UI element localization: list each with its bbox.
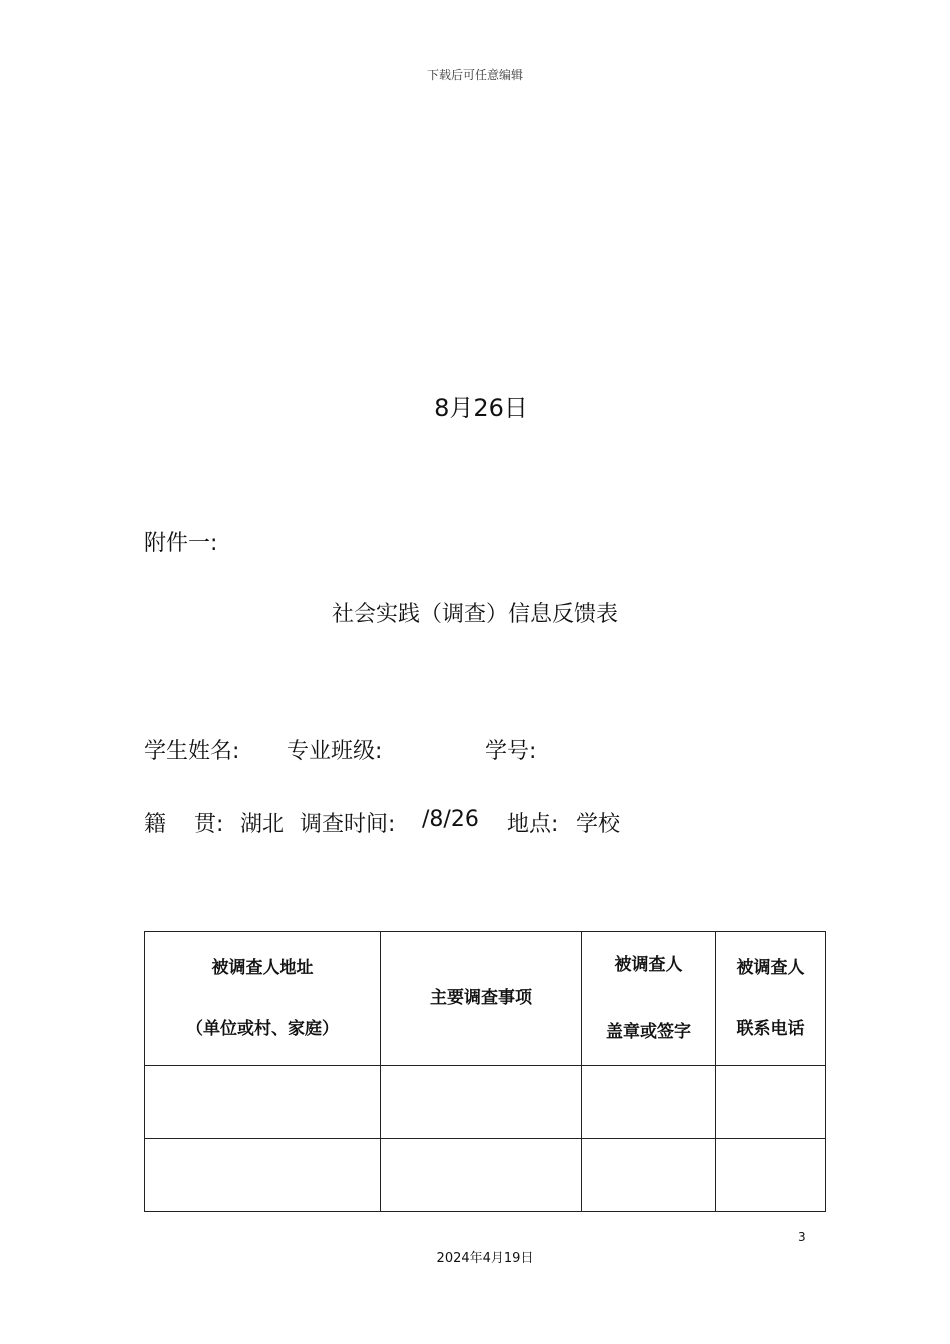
- header-main-items: [381, 932, 582, 1066]
- table-header-row: [145, 932, 826, 1066]
- header-phone: [716, 932, 826, 1066]
- header-phone-line2: 联系电话: [736, 1018, 805, 1039]
- location-label: 地点:: [507, 812, 559, 837]
- survey-time-label: 调查时间:: [300, 812, 396, 837]
- table-cell: [582, 1066, 716, 1139]
- header-address-line1: 被调查人地址: [211, 958, 314, 979]
- header-note: 下载后可任意编辑: [426, 68, 523, 82]
- native-place-label-1: 籍: [144, 812, 167, 837]
- header-signature: [582, 932, 716, 1066]
- student-name-label: 学生姓名:: [144, 739, 240, 764]
- table-cell: [145, 1139, 381, 1212]
- header-signature-line2: 盖章或签字: [606, 1021, 691, 1042]
- table-cell: [145, 1066, 381, 1139]
- header-address: [145, 932, 381, 1066]
- table-row: [145, 1139, 826, 1212]
- table-cell: [716, 1066, 826, 1139]
- native-place-label-2: 贯:: [194, 812, 224, 837]
- header-phone-line1: 被调查人: [736, 958, 805, 979]
- major-class-label: 专业班级:: [287, 739, 383, 764]
- location-value: 学校: [576, 812, 621, 837]
- student-id-label: 学号:: [485, 739, 537, 764]
- header-signature-line1: 被调查人: [614, 955, 683, 976]
- table-cell: [582, 1139, 716, 1212]
- date-heading: 8月26日: [434, 394, 528, 422]
- header-main-items-label: 主要调查事项: [430, 988, 532, 1009]
- survey-time-value: /8/26: [422, 807, 479, 832]
- table-row: [145, 1066, 826, 1139]
- attachment-label: 附件一:: [144, 531, 218, 556]
- footer-date: 2024年4月19日: [436, 1251, 534, 1266]
- native-place-value: 湖北: [240, 812, 285, 837]
- feedback-table: [144, 931, 826, 1212]
- table-cell: [381, 1066, 582, 1139]
- page-number: 3: [798, 1230, 806, 1244]
- table-cell: [381, 1139, 582, 1212]
- table-cell: [716, 1139, 826, 1212]
- form-title: 社会实践（调查）信息反馈表: [331, 602, 618, 627]
- header-address-line2: （单位或村、家庭）: [186, 1018, 339, 1039]
